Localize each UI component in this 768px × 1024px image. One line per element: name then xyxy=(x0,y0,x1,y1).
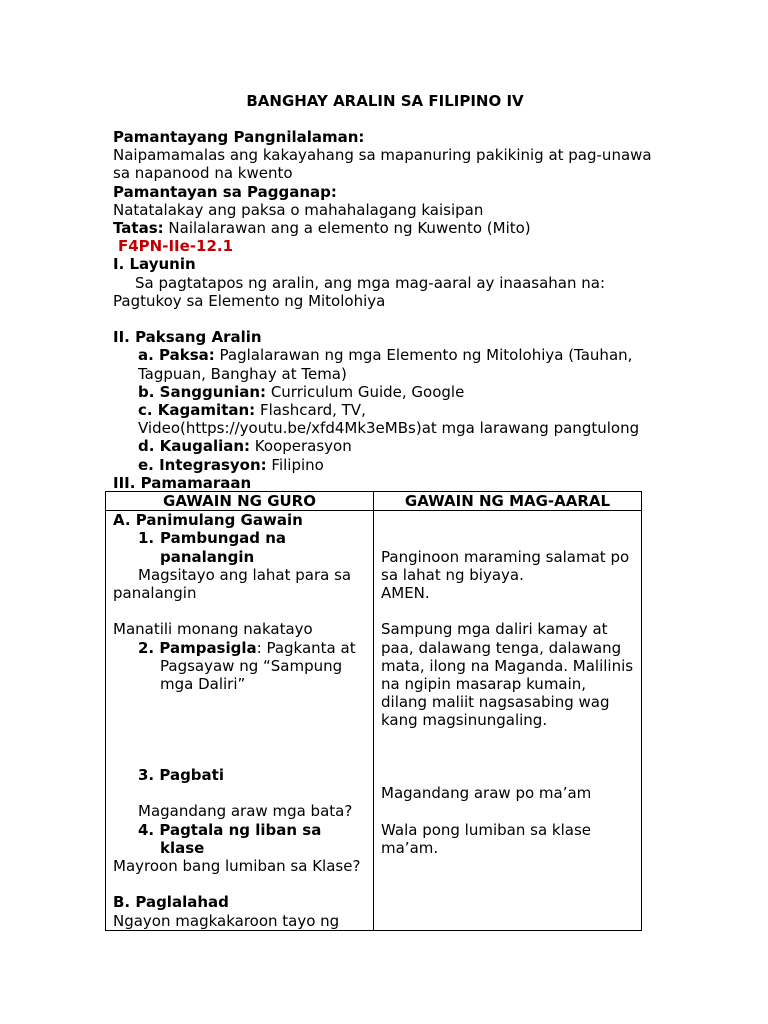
table-row xyxy=(106,511,642,931)
response-2-line-6: kang magsinungaling. xyxy=(381,711,548,730)
item-4-text: Mayroon bang lumiban sa Klase? xyxy=(113,856,361,875)
pamamaraan-label: III. Pamamaraan xyxy=(113,473,252,492)
tatas-label: Tatas: xyxy=(113,219,164,238)
manatili-text: Manatili monang nakatayo xyxy=(113,620,313,639)
paksa-label: a. Paksa: xyxy=(138,346,215,365)
response-2-line-5: dilang maliit nagsasabing wag xyxy=(381,693,610,712)
pagganap-text: Natatalakay ang paksa o mahahalagang kaisipan xyxy=(113,200,484,219)
kagamitan-line xyxy=(113,401,673,419)
item-1-label-1: Pambungad na xyxy=(160,529,287,548)
pamantayang-label: Pamantayang Pangnilalaman: xyxy=(113,128,365,146)
layunin-text-1: Sa pagtatapos ng aralin, ang mga mag-aaral ay inaasahan na: xyxy=(135,273,605,292)
pagganap-label: Pamantayan sa Pagganap: xyxy=(113,182,337,201)
item-2-line xyxy=(113,639,366,657)
tatas-line xyxy=(113,219,673,237)
pamantayang-text-1: Naipamamalas ang kakayahang sa mapanuring pakikinig at pag-unawa xyxy=(113,146,652,165)
section-b-label: B. Paglalahad xyxy=(113,893,229,912)
section-a-label: A. Panimulang Gawain xyxy=(113,511,303,530)
item-1-text-1: Magsitayo ang lahat para sa xyxy=(138,565,352,584)
kaugalian-text: Kooperasyon xyxy=(250,437,352,456)
item-1-number: 1. xyxy=(138,529,155,548)
response-1-line-3: AMEN. xyxy=(381,583,430,602)
integrasyon-label: e. Integrasyon: xyxy=(138,455,267,474)
table-header-row xyxy=(106,492,642,511)
document-title xyxy=(0,92,768,110)
kagamitan-text-1: Flashcard, TV, xyxy=(255,401,366,420)
response-2-line-2: paa, dalawang tenga, dalawang xyxy=(381,638,622,657)
item-3-label: 3. Pagbati xyxy=(138,765,224,784)
item-4-label-1: 4. Pagtala ng liban sa xyxy=(138,820,322,839)
pamantayang-text-2: sa napanood na kwento xyxy=(113,164,293,183)
header-gawain-guro: GAWAIN NG GURO xyxy=(106,492,374,511)
kaugalian-label: d. Kaugalian: xyxy=(138,437,251,456)
item-2-text-2: Pagsayaw ng “Sampung xyxy=(160,656,343,675)
layunin-text-2: Pagtukoy sa Elemento ng Mitolohiya xyxy=(113,291,386,310)
response-1-line-1: Panginoon maraming salamat po xyxy=(381,547,630,566)
tatas-text: Nailalarawan ang a elemento ng Kuwento (Mito) xyxy=(163,219,531,238)
response-1-line-2: sa lahat ng biyaya. xyxy=(381,565,524,584)
kagamitan-label: c. Kagamitan: xyxy=(138,401,256,420)
title-text: BANGHAY ARALIN SA FILIPINO IV xyxy=(246,92,524,110)
item-3-text: Magandang araw mga bata? xyxy=(138,802,353,821)
response-4-line-2: ma’am. xyxy=(381,838,439,857)
item-2-text-3: mga Daliri” xyxy=(160,675,246,694)
integrasyon-text: Filipino xyxy=(266,455,324,474)
sanggunian-text: Curriculum Guide, Google xyxy=(266,382,465,401)
layunin-label: I. Layunin xyxy=(113,255,196,274)
kagamitan-text-2: Video(https://youtu.be/xfd4Mk3eMBs)at mga larawang pangtulong xyxy=(138,419,640,438)
response-2-line-3: mata, ilong na Maganda. Malilinis xyxy=(381,656,634,675)
response-4-line-1: Wala pong lumiban sa klase xyxy=(381,820,591,839)
sanggunian-line xyxy=(113,383,673,401)
paksa-text-1: Paglalarawan ng mga Elemento ng Mitolohiya (Tauhan, xyxy=(214,346,633,365)
response-2-line-4: na ngipin masarap kumain, xyxy=(381,674,587,693)
item-4-label-2: klase xyxy=(160,838,205,857)
lesson-header xyxy=(113,128,673,492)
response-3: Magandang araw po ma’am xyxy=(381,784,592,803)
item-2-label: 2. Pampasigla xyxy=(138,638,257,657)
item-1-text-2: panalangin xyxy=(113,584,197,603)
competency-code: F4PN-IIe-12.1 xyxy=(118,237,234,256)
item-1-label-2: panalangin xyxy=(160,547,255,566)
student-activities-cell xyxy=(374,511,642,931)
activity-table xyxy=(105,491,642,931)
header-gawain-mag-aaral: GAWAIN NG MAG-AARAL xyxy=(374,492,642,511)
teacher-activities-cell xyxy=(106,511,374,931)
item-1 xyxy=(113,529,366,547)
paksa-line xyxy=(113,346,673,364)
integrasyon-line xyxy=(113,456,673,474)
response-2-line-1: Sampung mga daliri kamay at xyxy=(381,620,608,639)
item-2-text-1: : Pagkanta at xyxy=(256,638,356,657)
paksang-aralin-label: II. Paksang Aralin xyxy=(113,328,262,347)
sanggunian-label: b. Sanggunian: xyxy=(138,382,267,401)
kaugalian-line xyxy=(113,437,673,455)
section-b-text: Ngayon magkakaroon tayo ng xyxy=(113,911,340,930)
paksa-text-2: Tagpuan, Banghay at Tema) xyxy=(138,364,347,383)
